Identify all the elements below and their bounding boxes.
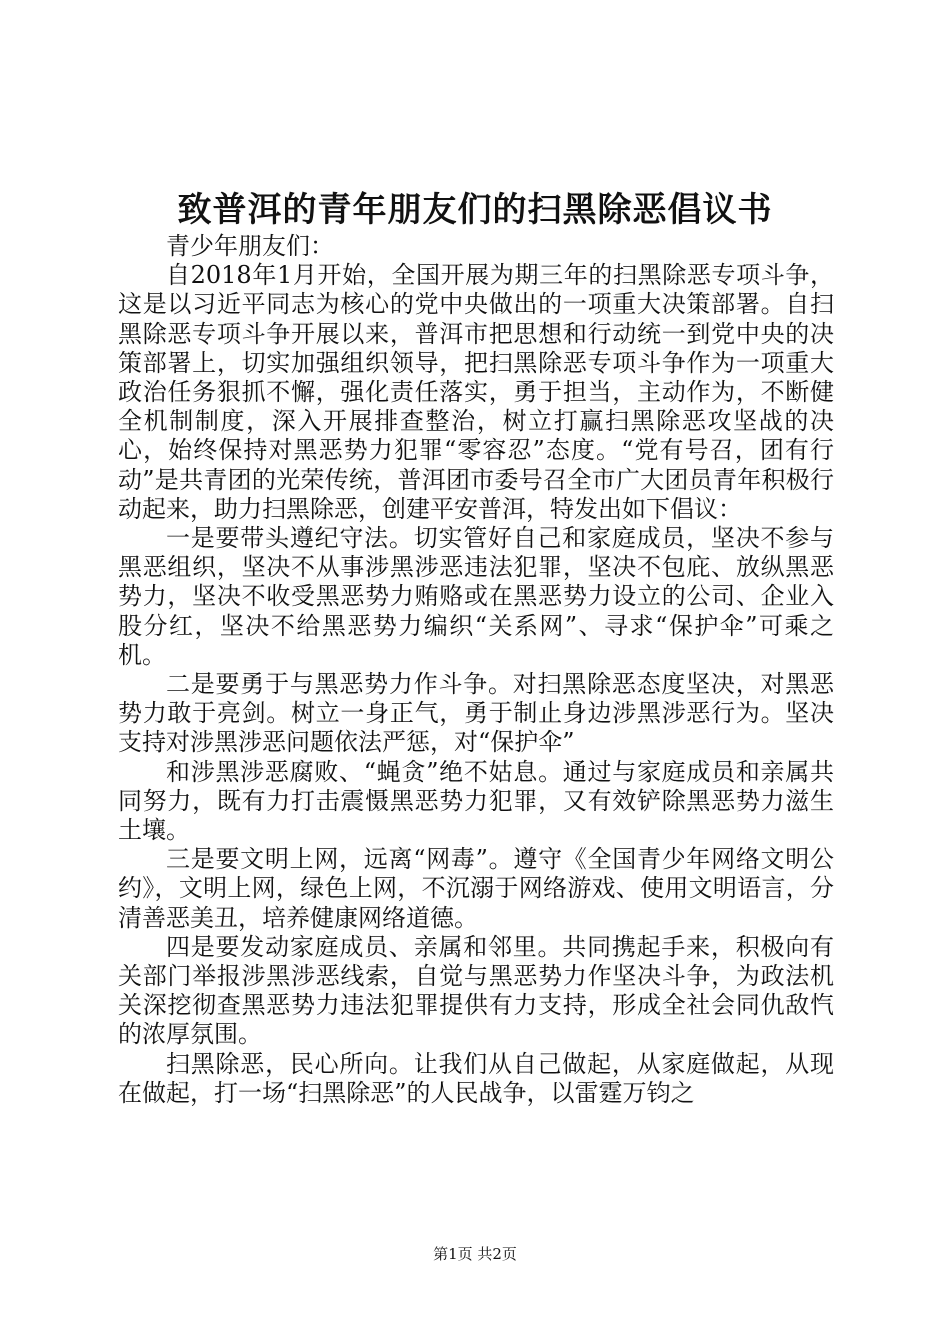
paragraph-point-two: 二是要勇于与黑恶势力作斗争。对扫黑除恶态度坚决，对黑恶势力敢于亮剑。树立一身正气，勇于制止身边涉黑涉恶行为。坚决支持对涉黑涉恶问题依法严惩，对“保护伞” <box>118 670 834 757</box>
paragraph-point-two-continued: 和涉黑涉恶腐败、“蝇贪”绝不姑息。通过与家庭成员和亲属共同努力，既有力打击震慑黑恶势力犯罪，又有效铲除黑恶势力滋生土壤。 <box>118 757 834 845</box>
document-title: 致普洱的青年朋友们的扫黑除恶倡议书 <box>177 190 773 230</box>
paragraph-intro: 自2018年1月开始，全国开展为期三年的扫黑除恶专项斗争，这是以习近平同志为核心的党中央做出的一项重大决策部署。自扫黑除恶专项斗争开展以来，普洱市把思想和行动统一到党中央的决策部署上，切实加强组织领导，把扫黑除恶专项斗争作为一项重大政治任务狠抓不懈，强化责任落实，勇于担当，主动作为，不断健全机制制度，深入开展排查整治，树立打赢扫黑除恶攻坚战的决心，始终保持对黑恶势力犯罪“零容忍”态度。“党有号召，团有行动”是共青团的光荣传统，普洱团市委号召全市广大团员青年积极行动起来，助力扫黑除恶，创建平安普洱，特发出如下倡议： <box>118 261 834 523</box>
paragraph-point-three: 三是要文明上网，远离“网毒”。遵守《全国青少年网络文明公约》，文明上网，绿色上网，不沉溺于网络游戏、使用文明语言，分清善恶美丑，培养健康网络道德。 <box>118 845 834 932</box>
document-body <box>118 232 834 1108</box>
paragraph-closing: 扫黑除恶，民心所向。让我们从自己做起，从家庭做起，从现在做起，打一场“扫黑除恶”的人民战争，以雷霆万钧之 <box>118 1049 834 1107</box>
page-footer: 第1页 共2页 <box>433 1245 517 1263</box>
paragraph-point-four: 四是要发动家庭成员、亲属和邻里。共同携起手来，积极向有关部门举报涉黑涉恶线索，自觉与黑恶势力作坚决斗争，为政法机关深挖彻查黑恶势力违法犯罪提供有力支持，形成全社会同仇敌忾的浓厚氛围。 <box>118 932 834 1049</box>
paragraph-point-one: 一是要带头遵纪守法。切实管好自己和家庭成员，坚决不参与黑恶组织，坚决不从事涉黑涉恶违法犯罪，坚决不包庇、放纵黑恶势力，坚决不收受黑恶势力贿赂或在黑恶势力设立的公司、企业入股分红，坚决不给黑恶势力编织“关系网”、寻求“保护伞”可乘之机。 <box>118 524 834 669</box>
salutation: 青少年朋友们： <box>166 232 334 260</box>
